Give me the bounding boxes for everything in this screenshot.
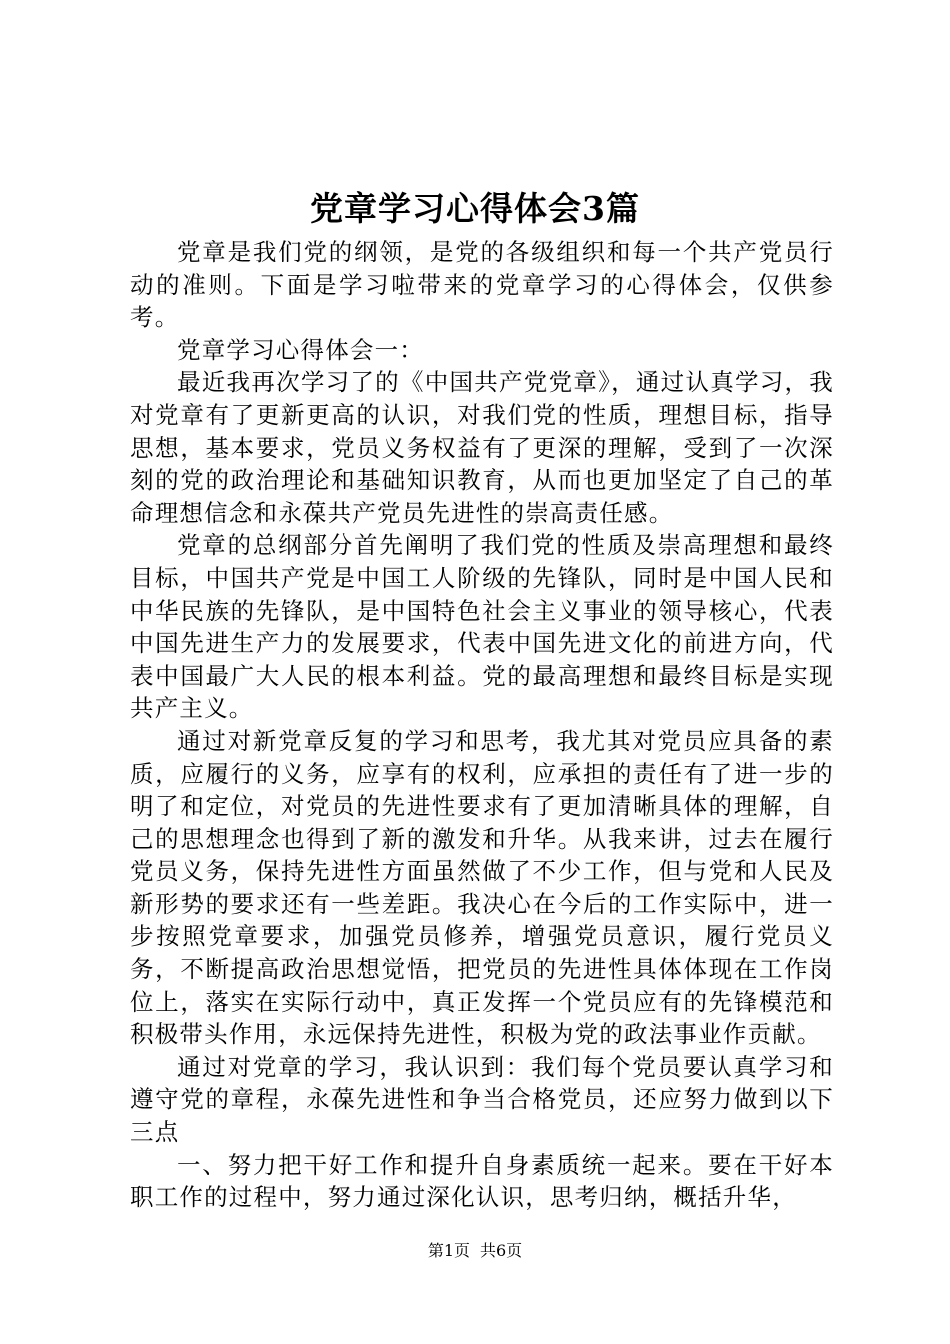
page-total: 共6页 [480, 1241, 523, 1260]
paragraph: 党章的总纲部分首先阐明了我们党的性质及崇高理想和最终目标，中国共产党是中国工人阶级的先锋队，同时是中国人民和中华民族的先锋队，是中国特色社会主义事业的领导核心，代表中国先进生产力的发展要求，代表中国先进文化的前进方向，代表中国最广大人民的根本利益。党的最高理想和最终目标是实现共产主义。 [130, 531, 834, 723]
page-footer [0, 1240, 950, 1262]
paragraph: 最近我再次学习了的《中国共产党党章》，通过认真学习，我对党章有了更新更高的认识，对我们党的性质，理想目标，指导思想，基本要求，党员义务权益有了更深的理解，受到了一次深刻的党的政治理论和基础知识教育，从而也更加坚定了自己的革命理想信念和永葆共产党员先进性的崇高责任感。 [130, 368, 834, 527]
document-title: 党章学习心得体会3篇 [310, 189, 640, 228]
paragraph-heading-one: 党章学习心得体会一： [177, 335, 424, 364]
document-body [130, 236, 834, 1214]
paragraph: 一、努力把干好工作和提升自身素质统一起来。要在干好本职工作的过程中，努力通过深化认识，思考归纳，概括升华， [130, 1150, 834, 1212]
paragraph-intro: 党章是我们党的纲领，是党的各级组织和每一个共产党员行动的准则。下面是学习啦带来的党章学习的心得体会，仅供参考。 [130, 238, 834, 332]
paragraph: 通过对党章的学习，我认识到：我们每个党员要认真学习和遵守党的章程，永葆先进性和争当合格党员，还应努力做到以下三点 [130, 1052, 834, 1147]
page-number: 第1页 [427, 1241, 470, 1260]
paragraph: 通过对新党章反复的学习和思考，我尤其对党员应具备的素质，应履行的义务，应享有的权利，应承担的责任有了进一步的明了和定位，对党员的先进性要求有了更加清晰具体的理解，自己的思想理念也得到了新的激发和升华。从我来讲，过去在履行党员义务，保持先进性方面虽然做了不少工作，但与党和人民及新形势的要求还有一些差距。我决心在今后的工作实际中，进一步按照党章要求，加强党员修养，增强党员意识，履行党员义务，不断提高政治思想觉悟，把党员的先进性具体体现在工作岗位上，落实在实际行动中，真正发挥一个党员应有的先锋模范和积极带头作用，永远保持先进性，积极为党的政法事业作贡献。 [130, 726, 834, 1049]
